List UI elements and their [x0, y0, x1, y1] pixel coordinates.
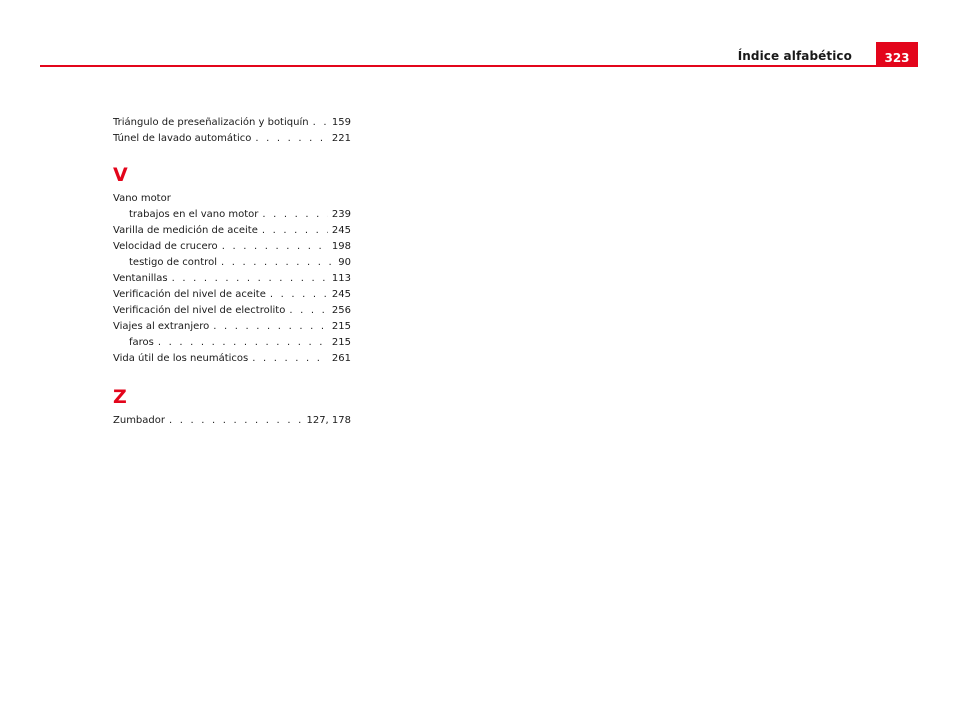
page-number: 323: [884, 51, 910, 65]
index-page: 256: [331, 305, 351, 316]
index-term: Zumbador: [113, 415, 165, 426]
index-page: 159: [331, 117, 351, 128]
leader-dots: [255, 131, 328, 147]
leader-dots: [313, 115, 328, 131]
index-page: 239: [331, 209, 351, 220]
index-page: 198: [331, 241, 351, 252]
index-entry[interactable]: [113, 131, 351, 147]
index-term: trabajos en el vano motor: [129, 209, 259, 220]
leader-dots: [158, 335, 328, 351]
leader-dots: [213, 319, 328, 335]
index-page: 245: [331, 289, 351, 300]
index-page: 127, 178: [306, 415, 351, 426]
leader-dots: [222, 239, 328, 255]
index-page: 221: [331, 133, 351, 144]
index-subentry[interactable]: [113, 335, 351, 351]
index-page: 113: [331, 273, 351, 284]
index-subentry[interactable]: [113, 207, 351, 223]
index-entry[interactable]: [113, 239, 351, 255]
index-column: [113, 115, 351, 429]
page-title: Índice alfabético: [737, 49, 852, 63]
index-entry[interactable]: [113, 223, 351, 239]
index-subentry[interactable]: [113, 255, 351, 271]
leader-dots: [172, 271, 328, 287]
index-page: 261: [331, 353, 351, 364]
index-entry[interactable]: [113, 287, 351, 303]
index-term: Varilla de medición de aceite: [113, 225, 258, 236]
index-page: 90: [338, 257, 351, 268]
section-letter-v: V: [113, 164, 128, 186]
index-term: Verificación del nivel de aceite: [113, 289, 266, 300]
index-term: Verificación del nivel de electrolito: [113, 305, 286, 316]
index-entry[interactable]: [113, 303, 351, 319]
index-term: Velocidad de crucero: [113, 241, 218, 252]
leader-dots: [221, 255, 334, 271]
index-page: 215: [331, 337, 351, 348]
index-page: 215: [331, 321, 351, 332]
leader-dots: [252, 351, 328, 367]
leader-dots: [289, 303, 328, 319]
index-term: Vano motor: [113, 193, 171, 204]
index-term: faros: [129, 337, 154, 348]
index-entry[interactable]: [113, 271, 351, 287]
header-rule: [40, 65, 918, 67]
index-term: testigo de control: [129, 257, 217, 268]
leader-dots: [169, 413, 302, 429]
section-letter-z: Z: [113, 386, 127, 408]
leader-dots: [262, 207, 328, 223]
page-number-badge: [876, 42, 918, 67]
leader-dots: [262, 223, 328, 239]
leader-dots: [270, 287, 328, 303]
index-entry[interactable]: [113, 319, 351, 335]
index-term: Ventanillas: [113, 273, 168, 284]
index-entry[interactable]: [113, 351, 351, 367]
index-page: 245: [331, 225, 351, 236]
index-term: Vida útil de los neumáticos: [113, 353, 249, 364]
index-term: Triángulo de preseñalización y botiquín: [113, 117, 309, 128]
index-term: Túnel de lavado automático: [113, 133, 252, 144]
index-term: Viajes al extranjero: [113, 321, 210, 332]
index-entry[interactable]: [113, 413, 351, 429]
index-entry[interactable]: [113, 115, 351, 131]
index-entry[interactable]: [113, 191, 351, 207]
